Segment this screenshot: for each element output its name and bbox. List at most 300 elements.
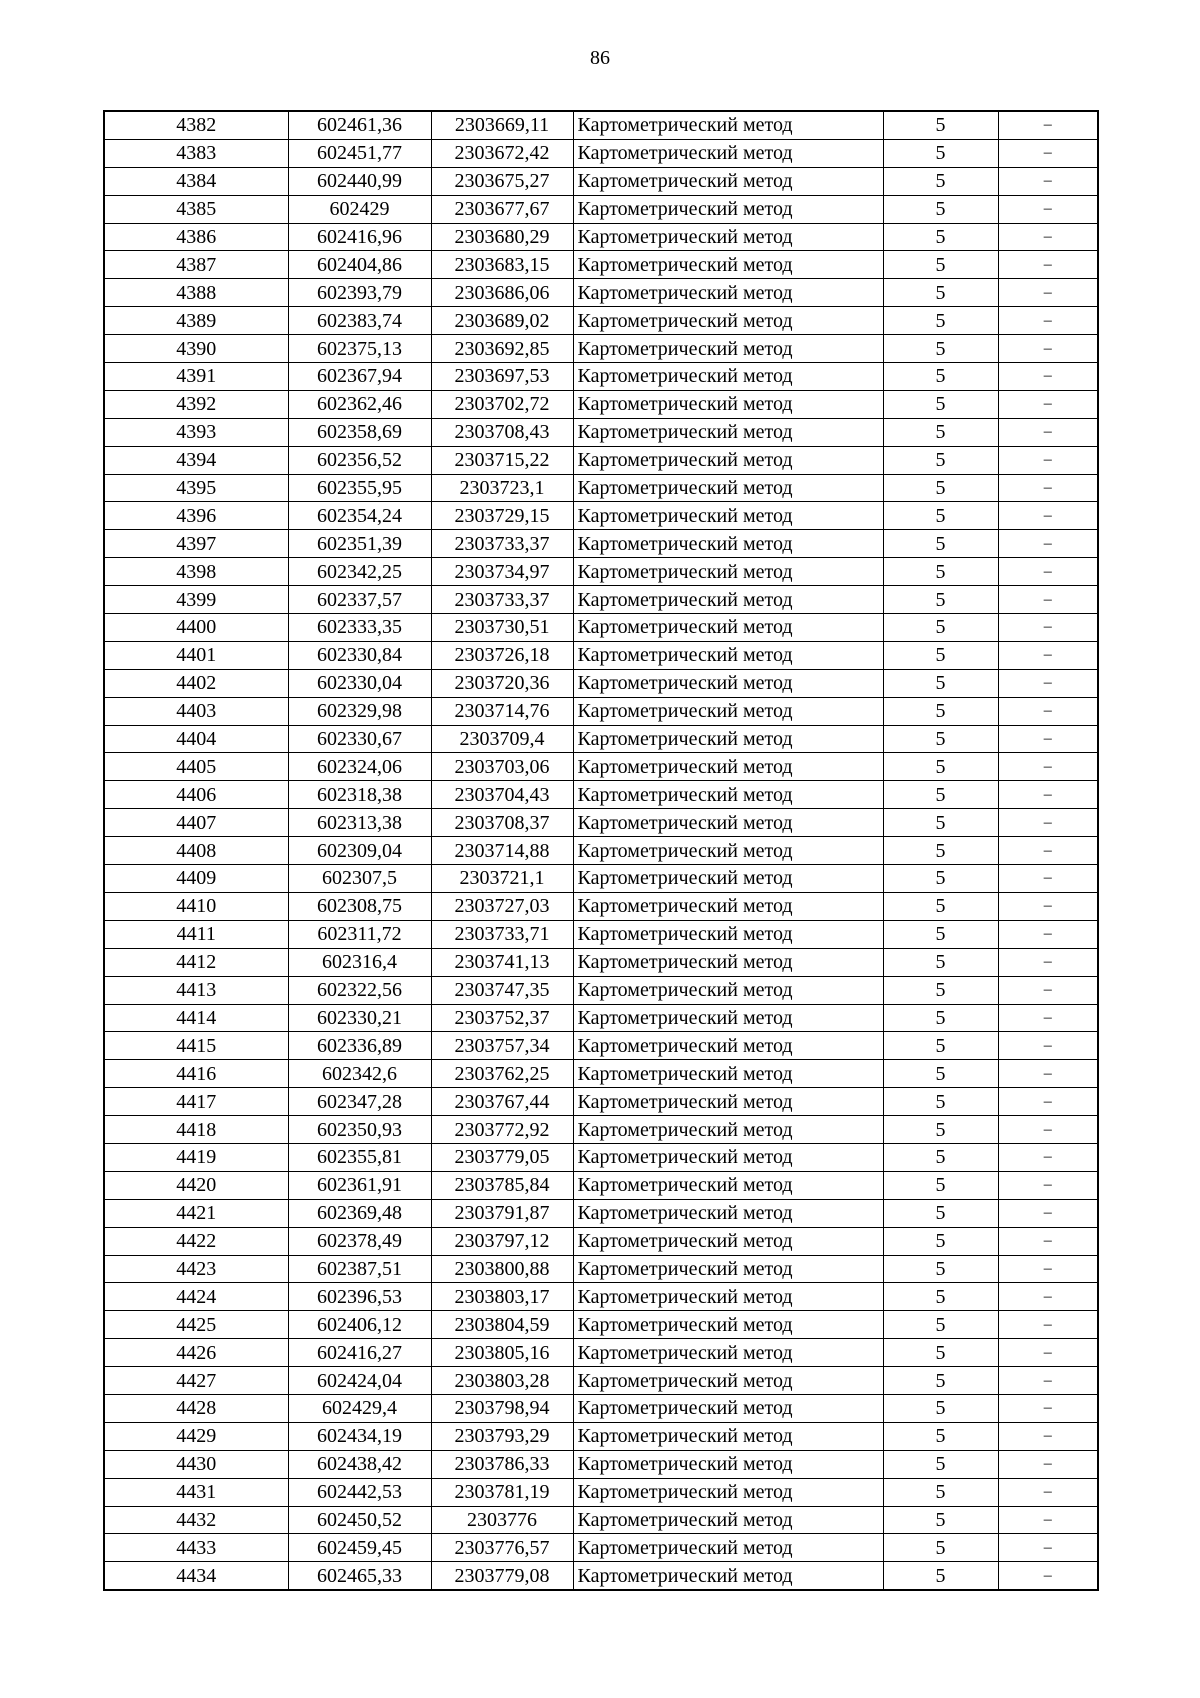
x-coordinate-cell: 602404,86 (288, 251, 431, 279)
accuracy-cell: 5 (883, 335, 998, 363)
x-coordinate-cell: 602354,24 (288, 502, 431, 530)
method-cell: Картометрический метод (573, 1171, 883, 1199)
point-number-cell: 4384 (104, 167, 288, 195)
table-row (104, 251, 1098, 279)
x-coordinate-cell: 602330,84 (288, 641, 431, 669)
method-cell: Картометрический метод (573, 1032, 883, 1060)
y-coordinate-cell: 2303776,57 (431, 1534, 573, 1562)
accuracy-cell: 5 (883, 167, 998, 195)
y-coordinate-cell: 2303798,94 (431, 1394, 573, 1422)
x-coordinate-cell: 602451,77 (288, 139, 431, 167)
accuracy-cell: 5 (883, 1088, 998, 1116)
table-row (104, 390, 1098, 418)
table-row (104, 502, 1098, 530)
point-number-cell: 4383 (104, 139, 288, 167)
x-coordinate-cell: 602351,39 (288, 530, 431, 558)
point-number-cell: 4430 (104, 1450, 288, 1478)
x-coordinate-cell: 602361,91 (288, 1171, 431, 1199)
y-coordinate-cell: 2303733,71 (431, 920, 573, 948)
method-cell: Картометрический метод (573, 753, 883, 781)
table-row (104, 335, 1098, 363)
method-cell: Картометрический метод (573, 641, 883, 669)
point-number-cell: 4416 (104, 1060, 288, 1088)
table-row (104, 641, 1098, 669)
point-number-cell: 4386 (104, 223, 288, 251)
y-coordinate-cell: 2303672,42 (431, 139, 573, 167)
x-coordinate-cell: 602311,72 (288, 920, 431, 948)
accuracy-cell: 5 (883, 976, 998, 1004)
note-cell: – (998, 1227, 1098, 1255)
x-coordinate-cell: 602375,13 (288, 335, 431, 363)
point-number-cell: 4417 (104, 1088, 288, 1116)
table-row (104, 697, 1098, 725)
method-cell: Картометрический метод (573, 892, 883, 920)
y-coordinate-cell: 2303779,05 (431, 1143, 573, 1171)
y-coordinate-cell: 2303697,53 (431, 363, 573, 391)
table-row (104, 669, 1098, 697)
accuracy-cell: 5 (883, 669, 998, 697)
accuracy-cell: 5 (883, 1562, 998, 1590)
note-cell: – (998, 669, 1098, 697)
accuracy-cell: 5 (883, 195, 998, 223)
note-cell: – (998, 390, 1098, 418)
table-row (104, 1478, 1098, 1506)
table-row (104, 1283, 1098, 1311)
y-coordinate-cell: 2303797,12 (431, 1227, 573, 1255)
y-coordinate-cell: 2303741,13 (431, 948, 573, 976)
method-cell: Картометрический метод (573, 279, 883, 307)
x-coordinate-cell: 602307,5 (288, 865, 431, 893)
y-coordinate-cell: 2303708,43 (431, 418, 573, 446)
point-number-cell: 4418 (104, 1116, 288, 1144)
accuracy-cell: 5 (883, 1339, 998, 1367)
method-cell: Картометрический метод (573, 223, 883, 251)
table-row (104, 307, 1098, 335)
point-number-cell: 4422 (104, 1227, 288, 1255)
note-cell: – (998, 418, 1098, 446)
table-row (104, 474, 1098, 502)
x-coordinate-cell: 602355,95 (288, 474, 431, 502)
table-row (104, 1032, 1098, 1060)
y-coordinate-cell: 2303704,43 (431, 781, 573, 809)
table-row (104, 976, 1098, 1004)
accuracy-cell: 5 (883, 1004, 998, 1032)
x-coordinate-cell: 602442,53 (288, 1478, 431, 1506)
method-cell: Картометрический метод (573, 1339, 883, 1367)
y-coordinate-cell: 2303776 (431, 1506, 573, 1534)
accuracy-cell: 5 (883, 1478, 998, 1506)
accuracy-cell: 5 (883, 641, 998, 669)
x-coordinate-cell: 602406,12 (288, 1311, 431, 1339)
method-cell: Картометрический метод (573, 1311, 883, 1339)
x-coordinate-cell: 602416,27 (288, 1339, 431, 1367)
table-row (104, 837, 1098, 865)
y-coordinate-cell: 2303686,06 (431, 279, 573, 307)
note-cell: – (998, 1478, 1098, 1506)
x-coordinate-cell: 602396,53 (288, 1283, 431, 1311)
method-cell: Картометрический метод (573, 1367, 883, 1395)
note-cell: – (998, 1450, 1098, 1478)
accuracy-cell: 5 (883, 1311, 998, 1339)
y-coordinate-cell: 2303675,27 (431, 167, 573, 195)
table-row (104, 586, 1098, 614)
point-number-cell: 4401 (104, 641, 288, 669)
accuracy-cell: 5 (883, 1171, 998, 1199)
method-cell: Картометрический метод (573, 1060, 883, 1088)
x-coordinate-cell: 602461,36 (288, 111, 431, 139)
note-cell: – (998, 111, 1098, 139)
table-row (104, 1199, 1098, 1227)
note-cell: – (998, 1060, 1098, 1088)
note-cell: – (998, 1283, 1098, 1311)
x-coordinate-cell: 602378,49 (288, 1227, 431, 1255)
method-cell: Картометрический метод (573, 1255, 883, 1283)
method-cell: Картометрический метод (573, 1478, 883, 1506)
table-row (104, 1534, 1098, 1562)
table-row (104, 1394, 1098, 1422)
point-number-cell: 4429 (104, 1422, 288, 1450)
accuracy-cell: 5 (883, 725, 998, 753)
table-row (104, 418, 1098, 446)
point-number-cell: 4394 (104, 446, 288, 474)
note-cell: – (998, 1116, 1098, 1144)
y-coordinate-cell: 2303804,59 (431, 1311, 573, 1339)
note-cell: – (998, 865, 1098, 893)
y-coordinate-cell: 2303680,29 (431, 223, 573, 251)
method-cell: Картометрический метод (573, 976, 883, 1004)
point-number-cell: 4419 (104, 1143, 288, 1171)
point-number-cell: 4420 (104, 1171, 288, 1199)
y-coordinate-cell: 2303723,1 (431, 474, 573, 502)
method-cell: Картометрический метод (573, 307, 883, 335)
y-coordinate-cell: 2303757,34 (431, 1032, 573, 1060)
x-coordinate-cell: 602330,04 (288, 669, 431, 697)
y-coordinate-cell: 2303767,44 (431, 1088, 573, 1116)
accuracy-cell: 5 (883, 948, 998, 976)
method-cell: Картометрический метод (573, 251, 883, 279)
point-number-cell: 4424 (104, 1283, 288, 1311)
point-number-cell: 4414 (104, 1004, 288, 1032)
y-coordinate-cell: 2303714,76 (431, 697, 573, 725)
point-number-cell: 4404 (104, 725, 288, 753)
x-coordinate-cell: 602429 (288, 195, 431, 223)
note-cell: – (998, 279, 1098, 307)
accuracy-cell: 5 (883, 809, 998, 837)
point-number-cell: 4434 (104, 1562, 288, 1590)
accuracy-cell: 5 (883, 1143, 998, 1171)
point-number-cell: 4412 (104, 948, 288, 976)
point-number-cell: 4393 (104, 418, 288, 446)
note-cell: – (998, 1506, 1098, 1534)
accuracy-cell: 5 (883, 614, 998, 642)
table-row (104, 1311, 1098, 1339)
accuracy-cell: 5 (883, 223, 998, 251)
note-cell: – (998, 1199, 1098, 1227)
y-coordinate-cell: 2303747,35 (431, 976, 573, 1004)
method-cell: Картометрический метод (573, 530, 883, 558)
y-coordinate-cell: 2303714,88 (431, 837, 573, 865)
note-cell: – (998, 1143, 1098, 1171)
point-number-cell: 4408 (104, 837, 288, 865)
method-cell: Картометрический метод (573, 781, 883, 809)
note-cell: – (998, 1311, 1098, 1339)
note-cell: – (998, 1534, 1098, 1562)
x-coordinate-cell: 602440,99 (288, 167, 431, 195)
note-cell: – (998, 363, 1098, 391)
table-row (104, 1171, 1098, 1199)
y-coordinate-cell: 2303727,03 (431, 892, 573, 920)
accuracy-cell: 5 (883, 1394, 998, 1422)
y-coordinate-cell: 2303779,08 (431, 1562, 573, 1590)
point-number-cell: 4413 (104, 976, 288, 1004)
method-cell: Картометрический метод (573, 446, 883, 474)
x-coordinate-cell: 602356,52 (288, 446, 431, 474)
table-row (104, 1116, 1098, 1144)
method-cell: Картометрический метод (573, 1116, 883, 1144)
point-number-cell: 4427 (104, 1367, 288, 1395)
note-cell: – (998, 139, 1098, 167)
method-cell: Картометрический метод (573, 1394, 883, 1422)
method-cell: Картометрический метод (573, 920, 883, 948)
table-row (104, 139, 1098, 167)
point-number-cell: 4428 (104, 1394, 288, 1422)
x-coordinate-cell: 602434,19 (288, 1422, 431, 1450)
point-number-cell: 4432 (104, 1506, 288, 1534)
point-number-cell: 4396 (104, 502, 288, 530)
y-coordinate-cell: 2303729,15 (431, 502, 573, 530)
accuracy-cell: 5 (883, 865, 998, 893)
x-coordinate-cell: 602322,56 (288, 976, 431, 1004)
method-cell: Картометрический метод (573, 1199, 883, 1227)
note-cell: – (998, 641, 1098, 669)
x-coordinate-cell: 602342,6 (288, 1060, 431, 1088)
point-number-cell: 4423 (104, 1255, 288, 1283)
method-cell: Картометрический метод (573, 614, 883, 642)
method-cell: Картометрический метод (573, 697, 883, 725)
point-number-cell: 4421 (104, 1199, 288, 1227)
point-number-cell: 4407 (104, 809, 288, 837)
x-coordinate-cell: 602383,74 (288, 307, 431, 335)
point-number-cell: 4389 (104, 307, 288, 335)
point-number-cell: 4395 (104, 474, 288, 502)
coordinates-table (103, 110, 1099, 1591)
method-cell: Картометрический метод (573, 1143, 883, 1171)
note-cell: – (998, 307, 1098, 335)
note-cell: – (998, 892, 1098, 920)
x-coordinate-cell: 602333,35 (288, 614, 431, 642)
point-number-cell: 4425 (104, 1311, 288, 1339)
note-cell: – (998, 948, 1098, 976)
x-coordinate-cell: 602347,28 (288, 1088, 431, 1116)
point-number-cell: 4403 (104, 697, 288, 725)
point-number-cell: 4415 (104, 1032, 288, 1060)
table-row (104, 195, 1098, 223)
table-row (104, 1255, 1098, 1283)
point-number-cell: 4398 (104, 558, 288, 586)
accuracy-cell: 5 (883, 1422, 998, 1450)
table-row (104, 279, 1098, 307)
point-number-cell: 4397 (104, 530, 288, 558)
point-number-cell: 4402 (104, 669, 288, 697)
table-row (104, 1004, 1098, 1032)
point-number-cell: 4399 (104, 586, 288, 614)
note-cell: – (998, 586, 1098, 614)
x-coordinate-cell: 602438,42 (288, 1450, 431, 1478)
accuracy-cell: 5 (883, 1450, 998, 1478)
note-cell: – (998, 1422, 1098, 1450)
method-cell: Картометрический метод (573, 139, 883, 167)
table-row (104, 753, 1098, 781)
method-cell: Картометрический метод (573, 1562, 883, 1590)
y-coordinate-cell: 2303752,37 (431, 1004, 573, 1032)
note-cell: – (998, 1171, 1098, 1199)
table-row (104, 363, 1098, 391)
x-coordinate-cell: 602350,93 (288, 1116, 431, 1144)
method-cell: Картометрический метод (573, 725, 883, 753)
table-row (104, 446, 1098, 474)
point-number-cell: 4426 (104, 1339, 288, 1367)
y-coordinate-cell: 2303730,51 (431, 614, 573, 642)
x-coordinate-cell: 602342,25 (288, 558, 431, 586)
method-cell: Картометрический метод (573, 111, 883, 139)
note-cell: – (998, 753, 1098, 781)
accuracy-cell: 5 (883, 892, 998, 920)
accuracy-cell: 5 (883, 837, 998, 865)
note-cell: – (998, 976, 1098, 1004)
accuracy-cell: 5 (883, 307, 998, 335)
y-coordinate-cell: 2303709,4 (431, 725, 573, 753)
table-row (104, 1367, 1098, 1395)
point-number-cell: 4410 (104, 892, 288, 920)
accuracy-cell: 5 (883, 1283, 998, 1311)
y-coordinate-cell: 2303692,85 (431, 335, 573, 363)
accuracy-cell: 5 (883, 1199, 998, 1227)
method-cell: Картометрический метод (573, 1534, 883, 1562)
accuracy-cell: 5 (883, 697, 998, 725)
point-number-cell: 4392 (104, 390, 288, 418)
y-coordinate-cell: 2303733,37 (431, 586, 573, 614)
method-cell: Картометрический метод (573, 335, 883, 363)
note-cell: – (998, 474, 1098, 502)
table-row (104, 920, 1098, 948)
note-cell: – (998, 1088, 1098, 1116)
point-number-cell: 4406 (104, 781, 288, 809)
table-row (104, 1506, 1098, 1534)
note-cell: – (998, 335, 1098, 363)
accuracy-cell: 5 (883, 418, 998, 446)
table-row (104, 1422, 1098, 1450)
method-cell: Картометрический метод (573, 502, 883, 530)
accuracy-cell: 5 (883, 753, 998, 781)
accuracy-cell: 5 (883, 279, 998, 307)
method-cell: Картометрический метод (573, 1227, 883, 1255)
x-coordinate-cell: 602329,98 (288, 697, 431, 725)
accuracy-cell: 5 (883, 781, 998, 809)
table-row (104, 111, 1098, 139)
note-cell: – (998, 223, 1098, 251)
note-cell: – (998, 558, 1098, 586)
note-cell: – (998, 837, 1098, 865)
note-cell: – (998, 530, 1098, 558)
x-coordinate-cell: 602309,04 (288, 837, 431, 865)
method-cell: Картометрический метод (573, 390, 883, 418)
y-coordinate-cell: 2303715,22 (431, 446, 573, 474)
method-cell: Картометрический метод (573, 474, 883, 502)
method-cell: Картометрический метод (573, 363, 883, 391)
point-number-cell: 4405 (104, 753, 288, 781)
table-row (104, 809, 1098, 837)
x-coordinate-cell: 602318,38 (288, 781, 431, 809)
point-number-cell: 4400 (104, 614, 288, 642)
x-coordinate-cell: 602367,94 (288, 363, 431, 391)
accuracy-cell: 5 (883, 1060, 998, 1088)
y-coordinate-cell: 2303762,25 (431, 1060, 573, 1088)
accuracy-cell: 5 (883, 111, 998, 139)
note-cell: – (998, 1004, 1098, 1032)
x-coordinate-cell: 602387,51 (288, 1255, 431, 1283)
x-coordinate-cell: 602355,81 (288, 1143, 431, 1171)
note-cell: – (998, 251, 1098, 279)
table-row (104, 1562, 1098, 1590)
point-number-cell: 4385 (104, 195, 288, 223)
y-coordinate-cell: 2303785,84 (431, 1171, 573, 1199)
note-cell: – (998, 1394, 1098, 1422)
y-coordinate-cell: 2303708,37 (431, 809, 573, 837)
method-cell: Картометрический метод (573, 418, 883, 446)
accuracy-cell: 5 (883, 1506, 998, 1534)
x-coordinate-cell: 602416,96 (288, 223, 431, 251)
method-cell: Картометрический метод (573, 1088, 883, 1116)
note-cell: – (998, 502, 1098, 530)
table-row (104, 558, 1098, 586)
page-number: 86 (590, 47, 610, 69)
note-cell: – (998, 195, 1098, 223)
accuracy-cell: 5 (883, 1534, 998, 1562)
table-row (104, 948, 1098, 976)
y-coordinate-cell: 2303793,29 (431, 1422, 573, 1450)
coordinates-table-body (104, 111, 1098, 1590)
note-cell: – (998, 1367, 1098, 1395)
x-coordinate-cell: 602424,04 (288, 1367, 431, 1395)
x-coordinate-cell: 602465,33 (288, 1562, 431, 1590)
accuracy-cell: 5 (883, 1255, 998, 1283)
point-number-cell: 4411 (104, 920, 288, 948)
accuracy-cell: 5 (883, 446, 998, 474)
x-coordinate-cell: 602429,4 (288, 1394, 431, 1422)
y-coordinate-cell: 2303800,88 (431, 1255, 573, 1283)
x-coordinate-cell: 602337,57 (288, 586, 431, 614)
x-coordinate-cell: 602313,38 (288, 809, 431, 837)
y-coordinate-cell: 2303786,33 (431, 1450, 573, 1478)
table-row (104, 725, 1098, 753)
method-cell: Картометрический метод (573, 1283, 883, 1311)
note-cell: – (998, 167, 1098, 195)
table-row (104, 223, 1098, 251)
y-coordinate-cell: 2303733,37 (431, 530, 573, 558)
accuracy-cell: 5 (883, 363, 998, 391)
method-cell: Картометрический метод (573, 1506, 883, 1534)
accuracy-cell: 5 (883, 474, 998, 502)
table-row (104, 892, 1098, 920)
y-coordinate-cell: 2303734,97 (431, 558, 573, 586)
note-cell: – (998, 446, 1098, 474)
point-number-cell: 4390 (104, 335, 288, 363)
method-cell: Картометрический метод (573, 948, 883, 976)
accuracy-cell: 5 (883, 558, 998, 586)
method-cell: Картометрический метод (573, 586, 883, 614)
accuracy-cell: 5 (883, 390, 998, 418)
method-cell: Картометрический метод (573, 1004, 883, 1032)
